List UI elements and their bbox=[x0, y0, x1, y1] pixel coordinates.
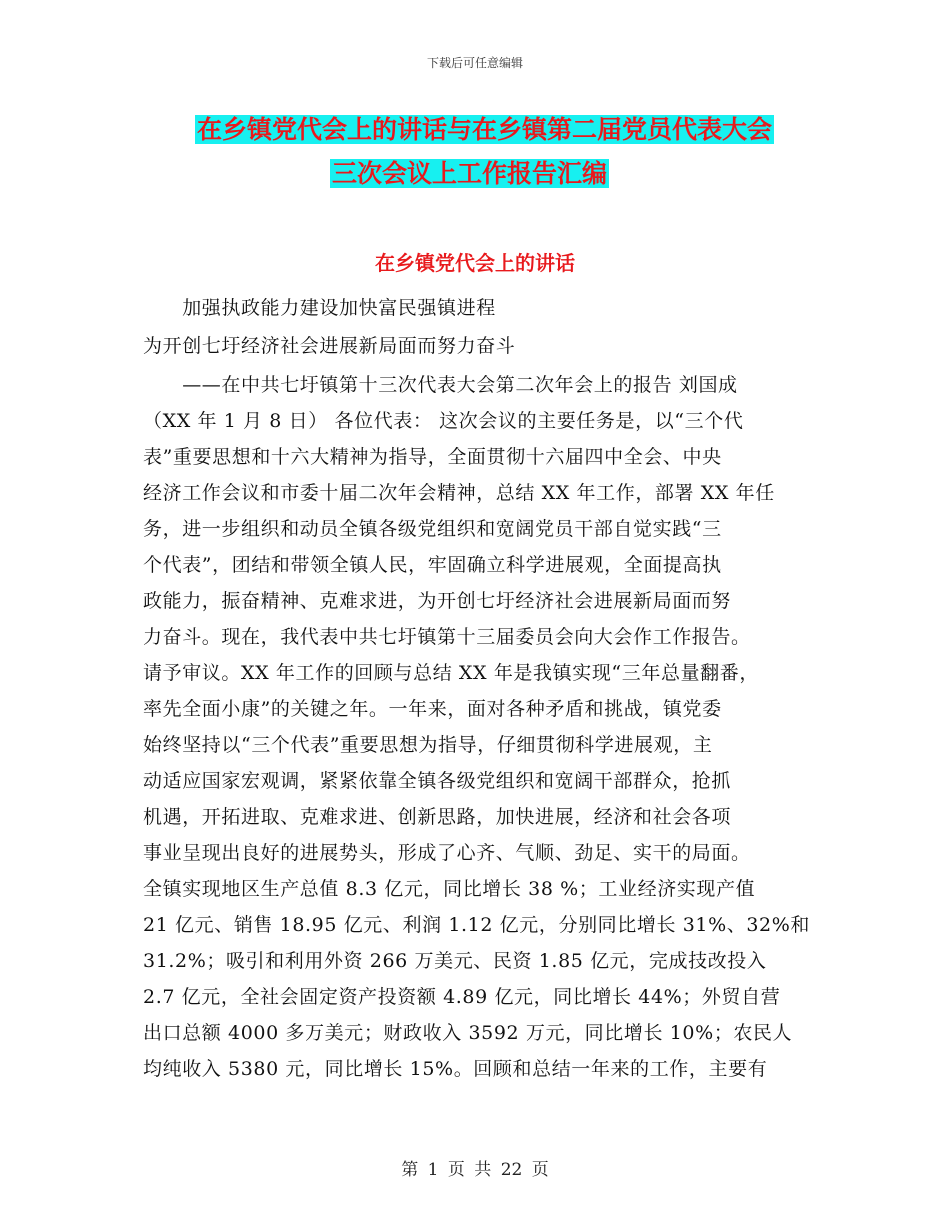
body-line: 始终坚持以“三个代表”重要思想为指导，仔细贯彻科学进展观，主 bbox=[143, 734, 713, 756]
body-line: 率先全面小康”的关键之年。一年来，面对各种矛盾和挑战，镇党委 bbox=[143, 698, 722, 720]
body-line: 机遇，开拓进取、克难求进、创新思路，加快进展，经济和社会各项 bbox=[143, 806, 732, 828]
body-line: 务，进一步组织和动员全镇各级党组织和宽阔党员干部自觉实践“三 bbox=[143, 518, 722, 540]
page-footer: 第 1 页 共 22 页 bbox=[401, 1160, 549, 1180]
body-line: 21 亿元、销售 18.95 亿元、利润 1.12 亿元，分别同比增长 31%、32%和 bbox=[143, 914, 810, 936]
body-line: 为开创七圩经济社会进展新局面而努力奋斗 bbox=[143, 335, 516, 357]
body-line: 表”重要思想和十六大精神为指导，全面贯彻十六届四中全会、中央 bbox=[143, 446, 722, 468]
section-subtitle: 在乡镇党代会上的讲话 bbox=[375, 251, 575, 275]
document-title-line-1: 在乡镇党代会上的讲话与在乡镇第二届党员代表大会 bbox=[197, 115, 773, 144]
body-line: 加强执政能力建设加快富民强镇进程 bbox=[143, 297, 496, 319]
body-line: 2.7 亿元，全社会固定资产投资额 4.89 亿元，同比增长 44%；外贸自营 bbox=[143, 986, 781, 1008]
body-line: 事业呈现出良好的进展势头，形成了心齐、气顺、劲足、实干的局面。 bbox=[143, 842, 751, 864]
body-line: 出口总额 4000 多万美元；财政收入 3592 万元，同比增长 10%；农民人 bbox=[143, 1022, 793, 1044]
body-line: （XX 年 1 月 8 日） 各位代表： 这次会议的主要任务是，以“三个代 bbox=[143, 410, 744, 432]
body-line: 经济工作会议和市委十届二次年会精神，总结 XX 年工作，部署 XX 年任 bbox=[143, 482, 775, 504]
body-line: 力奋斗。现在，我代表中共七圩镇第十三届委员会向大会作工作报告。 bbox=[143, 626, 751, 648]
body-line: 政能力，振奋精神、克难求进，为开创七圩经济社会进展新局面而努 bbox=[143, 590, 732, 612]
body-line: 全镇实现地区生产总值 8.3 亿元，同比增长 38 %；工业经济实现产值 bbox=[143, 878, 756, 900]
body-line: 请予审议。XX 年工作的回顾与总结 XX 年是我镇实现“三年总量翻番， bbox=[143, 662, 759, 684]
header-note: 下载后可任意编辑 bbox=[426, 56, 523, 70]
body-line: 31.2%；吸引和利用外资 266 万美元、民资 1.85 亿元，完成技改投入 bbox=[143, 950, 767, 972]
body-line: ——在中共七圩镇第十三次代表大会第二次年会上的报告 刘国成 bbox=[143, 374, 738, 396]
document-title-line-2: 三次会议上工作报告汇编 bbox=[332, 159, 608, 188]
body-line: 动适应国家宏观调，紧紧依靠全镇各级党组织和宽阔干部群众，抢抓 bbox=[143, 770, 732, 792]
body-line: 个代表”，团结和带领全镇人民，牢固确立科学进展观，全面提高执 bbox=[143, 554, 722, 576]
body-line: 均纯收入 5380 元，同比增长 15%。回顾和总结一年来的工作，主要有 bbox=[143, 1058, 768, 1080]
